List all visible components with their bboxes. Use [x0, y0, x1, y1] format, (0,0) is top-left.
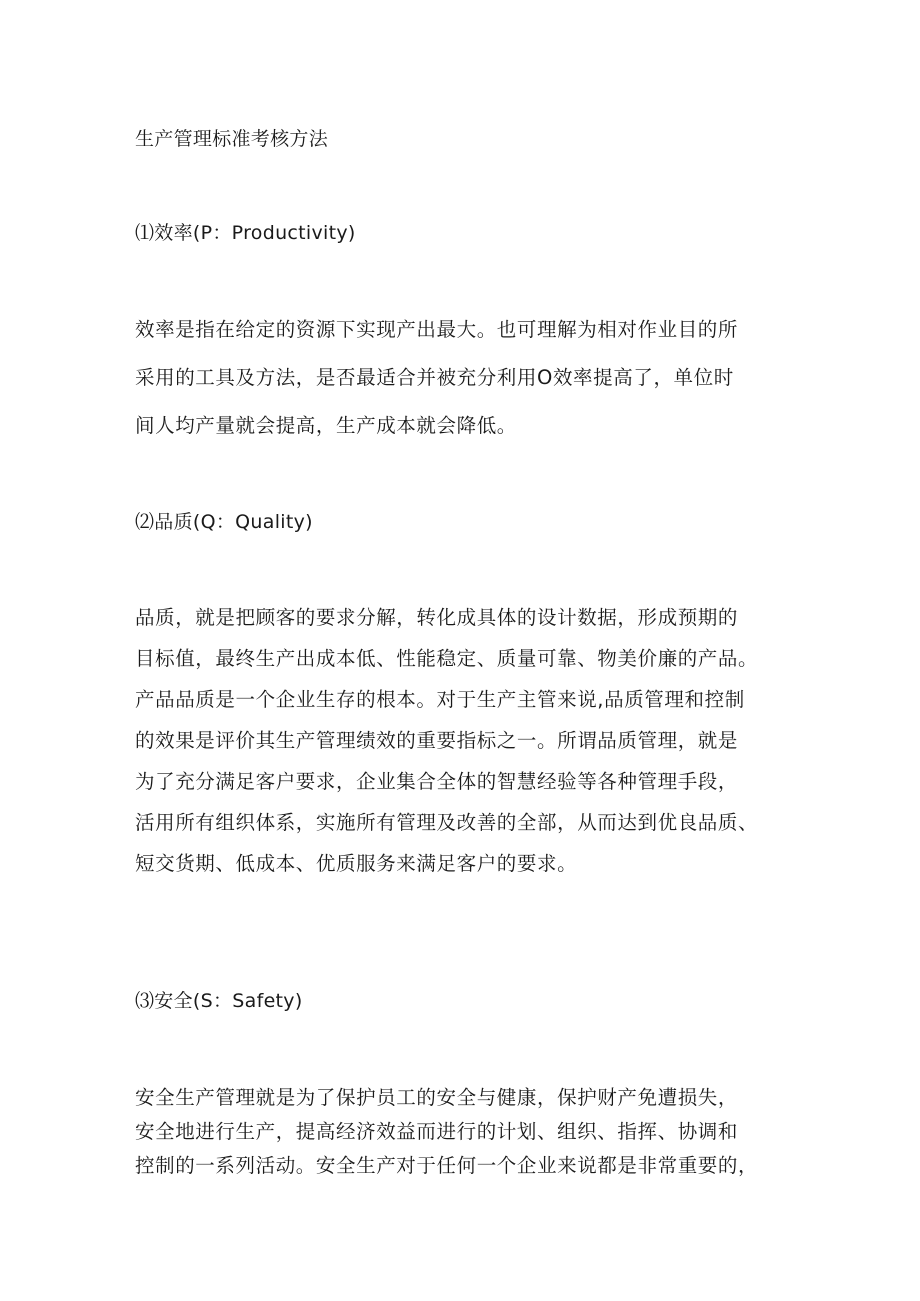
section-paragraph-safety: [135, 1081, 815, 1183]
paragraph-line: 控制的一系列活动。安全生产对于任何一个企业来说都是非常重要的，: [135, 1154, 759, 1177]
paragraph-line: 安全生产管理就是为了保护员工的安全与健康，保护财产免遭损失，: [135, 1086, 739, 1109]
paragraph-line: 的效果是评价其生产管理绩效的重要指标之一。所谓品质管理，就是: [135, 729, 739, 752]
paragraph-line: 短交货期、低成本、优质服务来满足客户的要求。: [135, 852, 578, 875]
section-paragraph-efficiency: [135, 306, 815, 450]
paragraph-line: 目标值，最终生产出成本低、性能稳定、质量可靠、物美价廉的产品。: [135, 647, 759, 670]
paragraph-line: 采用的工具及方法，是否最适合并被充分利用O效率提高了，单位时: [135, 366, 734, 389]
paragraph-line: 安全地进行生产，提高经济效益而进行的计划、组织、指挥、协调和: [135, 1120, 739, 1143]
section-heading-safety: ⑶安全(S：Safety): [135, 990, 303, 1012]
paragraph-line: 活用所有组织体系，实施所有管理及改善的全部，从而达到优良品质、: [135, 811, 759, 834]
document-title: 生产管理标准考核方法: [135, 128, 329, 150]
paragraph-line: 效率是指在给定的资源下实现产出最大。也可理解为相对作业目的所: [135, 318, 739, 341]
paragraph-line: 间人均产量就会提高，生产成本就会降低。: [135, 414, 517, 437]
section-paragraph-quality: [135, 597, 815, 884]
paragraph-line: 产品品质是一个企业生存的根本。对于生产主管来说,品质管理和控制: [135, 688, 745, 711]
section-heading-efficiency: ⑴效率(P：Productivity): [135, 222, 356, 244]
paragraph-line: 为了充分满足客户要求，企业集合全体的智慧经验等各种管理手段，: [135, 770, 739, 793]
paragraph-line: 品质，就是把顾客的要求分解，转化成具体的设计数据，形成预期的: [135, 606, 739, 629]
section-heading-quality: ⑵品质(Q：Quality): [135, 511, 313, 533]
